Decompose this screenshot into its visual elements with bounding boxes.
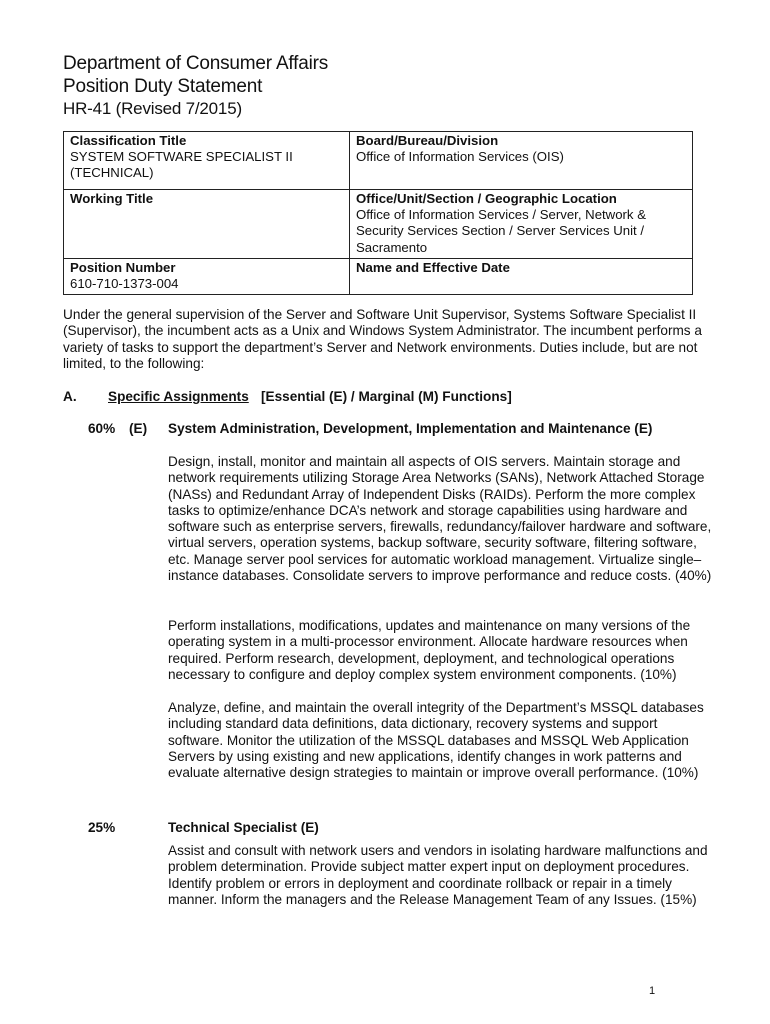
form-revision: HR-41 (Revised 7/2015)	[63, 99, 242, 118]
intro-paragraph: Under the general supervision of the Server and Software Unit Supervisor, Systems Software Specialist II (Supervisor), the incumbent acts as a Unix and Windows System Administrator. The incumbent performs a variety of tasks to support the department’s Server and Network environments. Duties include, but are not limited, to the following:	[63, 307, 702, 372]
name-date-label: Name and Effective Date	[356, 259, 510, 275]
page-number: 1	[649, 985, 656, 997]
board-label: Board/Bureau/Division	[356, 133, 499, 148]
duty-code: (E)	[129, 421, 148, 436]
statement-title: Position Duty Statement	[63, 76, 263, 97]
classification-cell	[64, 132, 350, 190]
office-value: Office of Information Services / Server, Network & Security Services Section / Server Services Unit / Sacramento	[356, 207, 646, 255]
duty-paragraph: Design, install, monitor and maintain all aspects of OIS servers. Maintain storage and network requirements utilizing Storage Area Networks (SANs), Network Attached Storage (NASs) and Redundant Array of Independent Disks (RAIDs). Perform the more complex tasks to optimize/enhance DCA’s network and storage capabilities using hardware and software such as enterprise servers, firewalls, redundancy/failover hardware and software, virtual servers, operation systems, backup software, security software, filtering software, etc. Manage server pool services for automatic workload management. Virtualize single–instance databases. Consolidate servers to improve performance and reduce costs. (40%)	[168, 454, 712, 584]
duty-percent: 60%	[88, 421, 116, 436]
section-title: Specific Assignments	[108, 389, 249, 404]
office-label: Office/Unit/Section / Geographic Location	[356, 191, 617, 206]
duty-paragraph: Assist and consult with network users and vendors in isolating hardware malfunctions and problem determination. Provide subject matter expert input on deployment procedures. Identify problem or errors in deployment and coordinate rollback or repair in a timely manner. Inform the managers and the Release Management Team of any Issues. (15%)	[168, 843, 708, 907]
position-info-table	[63, 131, 693, 295]
duty-title: Technical Specialist (E)	[168, 820, 319, 835]
working-title-cell	[64, 190, 350, 259]
duty-title: System Administration, Development, Implementation and Maintenance (E)	[168, 421, 653, 436]
duty-paragraph: Perform installations, modifications, updates and maintenance on many versions of the operating system in a multi-processor environment. Allocate hardware resources when required. Perform research, development, deployment, and technological operations necessary to configure and deploy complex system environment components. (10%)	[168, 618, 691, 682]
position-number-cell	[64, 258, 350, 294]
board-value: Office of Information Services (OIS)	[356, 149, 564, 165]
section-subtitle: [Essential (E) / Marginal (M) Functions]	[261, 389, 512, 404]
classification-title-value: SYSTEM SOFTWARE SPECIALIST II (TECHNICAL)	[70, 149, 293, 181]
section-letter: A.	[63, 389, 77, 404]
working-title-label: Working Title	[70, 191, 154, 206]
duty-percent: 25%	[88, 820, 116, 835]
position-number-label: Position Number	[70, 259, 176, 275]
duty-paragraph: Analyze, define, and maintain the overall integrity of the Department’s MSSQL databases including standard data definitions, data dictionary, recovery systems and support software. Monitor the utilization of the MSSQL databases and MSSQL Web Application Servers by using existing and new applications, identify changes in work patterns and evaluate alternative design strategies to maintain or improve overall performance. (10%)	[168, 700, 704, 781]
name-date-cell	[350, 258, 693, 294]
office-cell	[350, 190, 693, 259]
board-cell	[350, 132, 693, 190]
position-number-value: 610-710-1373-004	[70, 276, 179, 292]
classification-title-label: Classification Title	[70, 133, 187, 148]
document-header	[63, 52, 328, 120]
department-title: Department of Consumer Affairs	[63, 53, 329, 74]
